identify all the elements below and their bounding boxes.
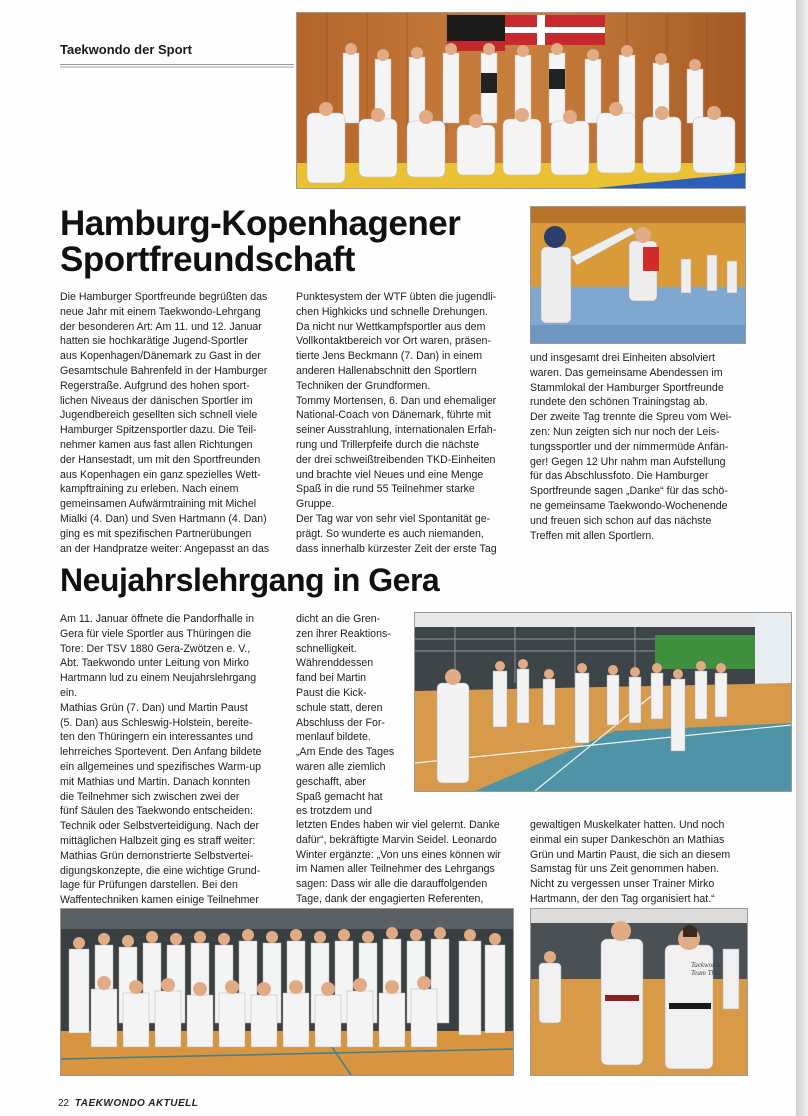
photo-gera-group: [60, 908, 514, 1076]
article2-column-2-top: dicht an die Gren- zen ihrer Reaktions- schnelligkeit. Währenddessen fand bei Martin Paust die Kick- schule statt, deren Abschluss der For- menlauf bildete. „Am Ende des Tages waren alle ziemlich geschafft, aber Spaß gemacht hat es trotzdem und: [296, 613, 395, 818]
headline-hamburg: [60, 206, 520, 277]
section-rule-shadow: [60, 66, 294, 68]
section-label: Taekwondo der Sport: [60, 42, 192, 57]
photo-kick-action-image: [531, 207, 745, 343]
photo-gera-gym-image: [415, 613, 791, 791]
headline-hamburg-line2: Sportfreundschaft: [60, 239, 355, 279]
magazine-name: TAEKWONDO AKTUELL: [74, 1098, 199, 1109]
section-rule: [60, 64, 294, 65]
photo-hamburg-group: [296, 12, 746, 189]
page-footer: [58, 1098, 198, 1109]
article1-column-2: Punktesystem der WTF übten die jugendli- chen Highkicks und schnelle Drehungen. Da nicht nur Wettkampfsportler aus dem Vollkontaktbereich vor Ort waren, präsen- tierte Jens Beckmann (7. Dan) in einem anderen Hallenabschnitt den Sportlern Techniken der Grundformen. Tommy Mortensen, 6. Dan und ehemaliger National-Coach von Dänemark, führte mit seiner Ausstrahlung, internationalen Erfah- rung und Trillerpfeife durch die nächste der drei schweißtreibenden TKD-Einheiten und brachte viel Neues und eine Menge Spaß in die rund 55 Teilnehmer starke Gruppe. Der Tag war von sehr viel Spontanität ge- prägt. So wunderte es auch niemanden, dass innerhalb kürzester Zeit der erste Tag: [296, 291, 497, 555]
article2-column-1: Am 11. Januar öffnete die Pandorfhalle in Gera für viele Sportler aus Thüringen die Tore: Der TSV 1880 Gera-Zwötzen e. V., Abt. Taekwondo unter Leitung von Mirko Hartmann lud zu einem Neujahrslehrgang ein. Mathias Grün (7. Dan) und Martin Paust (5. Dan) aus Schleswig-Holstein, bereite- ten den Thüringern ein interessantes und lehrreiches Sportevent. Den Anfang bildete ein allgemeines und spezifisches Warm-up mit Mathias und Martin. Danach konnten die Teilnehmer sich zwischen zwei der fünf Säulen des Taekwondo entscheiden: Technik oder Selbstverteidigung. Nach der mittäglichen Halbzeit ging es straff weiter: Mathias Grün demonstrierte Selbstvertei- digungskonzepte, die eine wichtige Grund- lage für Prüfungen darstellen. Bei den Waffentechniken kamen einige Teilnehmer: [60, 613, 262, 907]
photo-hamburg-group-image: [297, 13, 745, 188]
article2-column-3: gewaltigen Muskelkater hatten. Und noch einmal ein super Dankeschön an Mathias Grün und Martin Paust, die sich an diesem Samstag für uns Zeit genommen haben. Nicht zu vergessen unser Trainer Mirko Hartmann, der den Tag organisiert hat.“: [530, 819, 731, 905]
article1-column-1: Die Hamburger Sportfreunde begrüßten das neue Jahr mit einem Taekwondo-Lehrgang der besonderen Art: Am 11. und 12. Januar hatten sie hochkarätige Jugend-Sportler aus Kopenhagen/Dänemark zu Gast in der Gesamtschule Bahrenfeld in der Hamburger Regerstraße. Aufgrund des hohen sport- lichen Niveaus der dänischen Sportler im Jugendbereich gesellten sich schnell viele Hamburger Spitzensportler dazu. Die Teil- nehmer kamen aus fast allen Richtungen der Hansestadt, um mit den Sportfreunden aus Kopenhagen ein ganz spezielles Wett- kampftraining zu erleben. Nach einem gemeinsamen Aufwärmtraining mit Michel Mialki (4. Dan) und Sven Hartmann (4. Dan) ging es mit spezifischen Partnerübungen an der Handpratze weiter: Angepasst an das: [60, 291, 270, 555]
page-number: 22: [58, 1098, 70, 1109]
page-edge: [796, 0, 808, 1116]
photo-gera-gym: [414, 612, 792, 792]
photo-gera-training-print: Taekwondo Team Thür.: [691, 961, 723, 977]
article2-column-2-bottom: letzten Endes haben wir viel gelernt. Danke dafür“, bekräftigte Marvin Seidel. Leonardo Winter ergänzte: „Von uns eines können wir im Namen aller Teilnehmer des Lehrgangs sagen: Dass wir alle die darauffolgenden Tage, dank der engagierten Referenten,: [296, 819, 501, 905]
photo-gera-group-image: [61, 909, 513, 1075]
photo-gera-training-image: [531, 909, 747, 1075]
headline-gera: Neujahrslehrgang in Gera: [60, 562, 440, 598]
headline-hamburg-line1: Hamburg-Kopenhagener: [60, 204, 461, 243]
article1-column-3: und insgesamt drei Einheiten absolviert waren. Das gemeinsame Abendessen im Stammlokal der Hamburger Sportfreunde rundete den schönen Trainingstag ab. Der zweite Tag trennte die Spreu vom Wei- zen: Nun zeigten sich nur noch der Leis- tungssportler und der nimmermüde Anfän- ger! Gegen 12 Uhr nahm man Aufstellung für das Abschlussfoto. Die Hamburger Sportfreunde sagen „Danke“ für das schö- ne gemeinsame Taekwondo-Wochenende und freuen sich schon auf das nächste Treffen mit allen Sportlern.: [530, 352, 732, 542]
photo-gera-training: [530, 908, 748, 1076]
photo-kick-action: [530, 206, 746, 344]
